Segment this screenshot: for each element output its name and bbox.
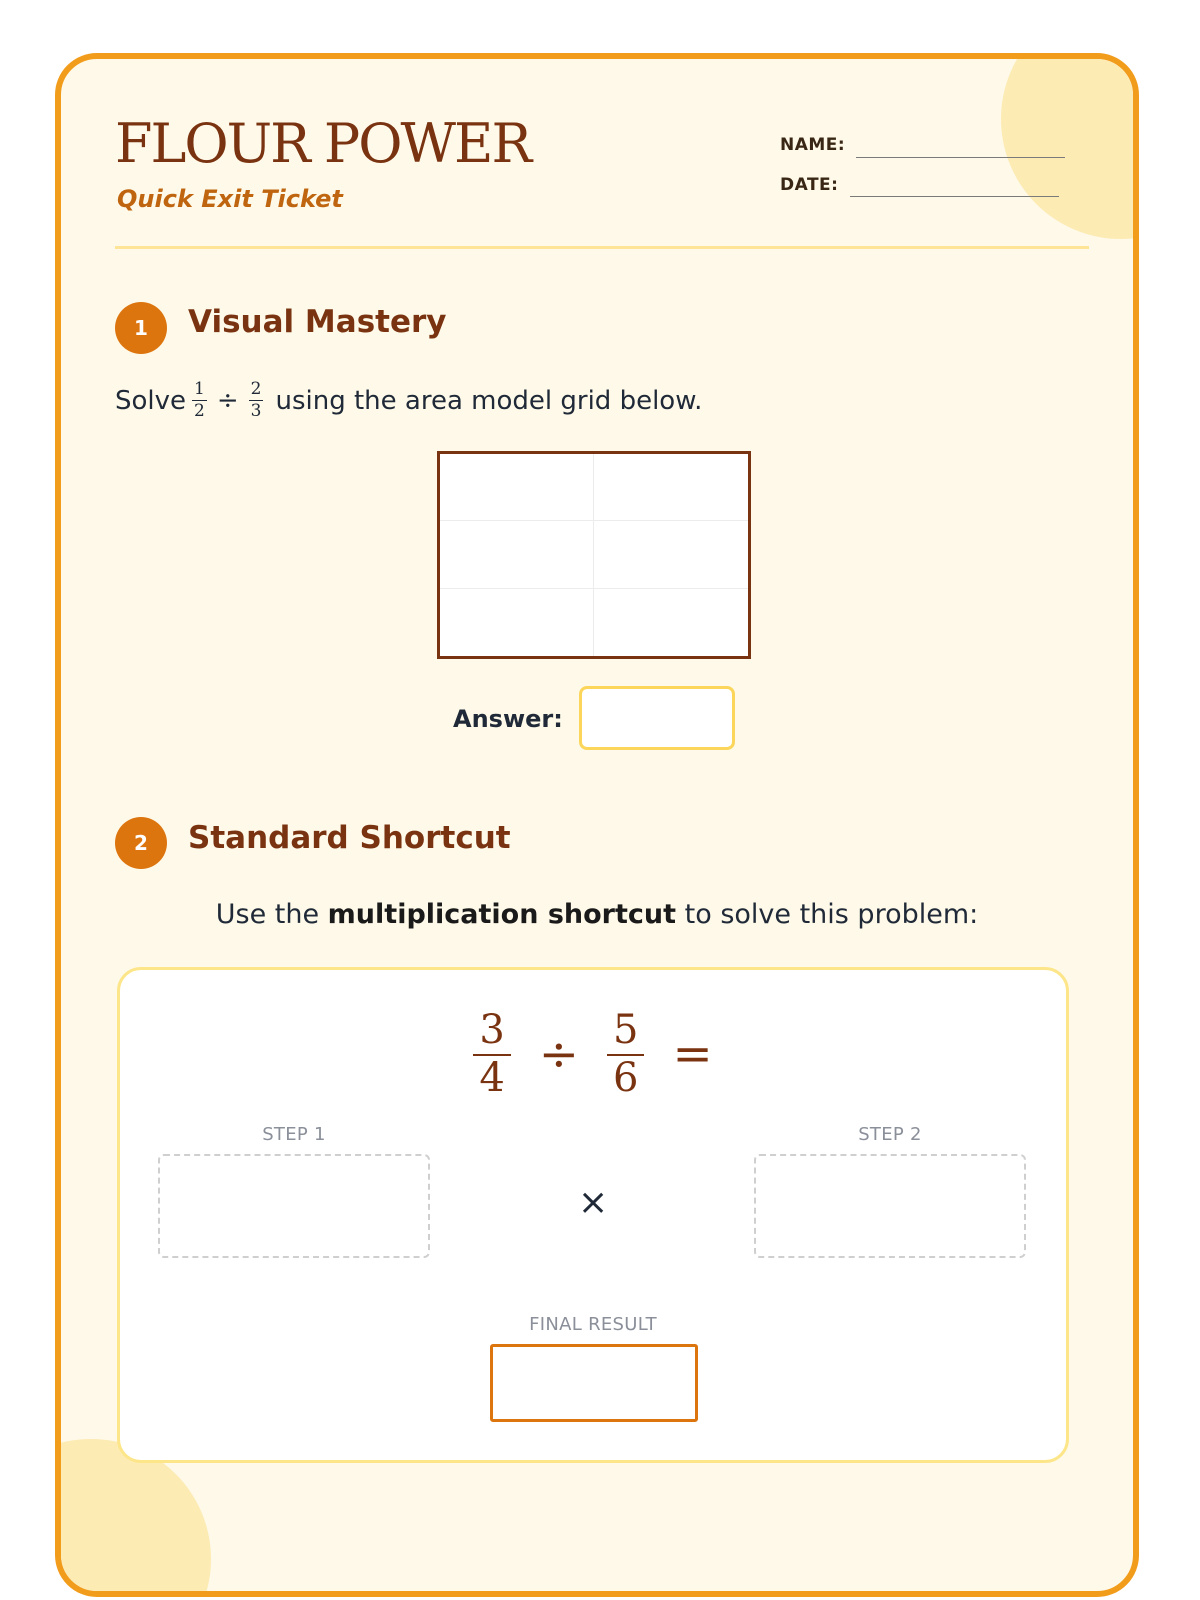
grid-row-line [440, 588, 748, 589]
division-equation [120, 1007, 1066, 1101]
step-2-box[interactable] [754, 1154, 1026, 1258]
prompt-emphasis: multiplication shortcut [327, 899, 677, 930]
section-2-badge: 2 [115, 817, 167, 869]
name-label: NAME: [780, 135, 846, 155]
step-1-box[interactable] [158, 1154, 430, 1258]
final-result-box[interactable] [490, 1344, 698, 1422]
grid-row-line [440, 520, 748, 521]
answer-input-box[interactable] [579, 686, 735, 750]
fraction-numerator: 3 [473, 1010, 510, 1056]
header-divider [115, 246, 1089, 249]
prompt-prefix: Solve [115, 385, 187, 416]
fraction-three-fourths [473, 1007, 510, 1101]
fraction-denominator: 2 [194, 401, 205, 421]
fraction-two-thirds [249, 381, 264, 420]
step-2-label: STEP 2 [858, 1124, 922, 1145]
fraction-one-half [192, 381, 207, 420]
fraction-five-sixths [607, 1007, 644, 1101]
answer-label: Answer: [453, 705, 563, 733]
exit-ticket-card [55, 53, 1139, 1597]
worksheet-title: FLOUR POWER [115, 112, 531, 175]
divide-operator: ÷ [538, 1026, 579, 1082]
area-model-grid[interactable] [437, 451, 751, 659]
final-result-label: FINAL RESULT [529, 1314, 657, 1335]
fraction-numerator: 2 [250, 379, 262, 399]
prompt-text-after: to solve this problem: [676, 899, 979, 930]
step-1-label: STEP 1 [262, 1124, 326, 1145]
section-1-badge: 1 [115, 302, 167, 354]
fraction-denominator: 6 [613, 1055, 639, 1101]
worksheet-subtitle: Quick Exit Ticket [117, 185, 343, 213]
prompt-text-before: Use the [215, 899, 328, 930]
fraction-denominator: 3 [250, 401, 262, 421]
divide-operator: ÷ [216, 385, 239, 416]
fraction-numerator: 5 [607, 1010, 644, 1056]
fraction-denominator: 4 [479, 1055, 505, 1101]
section-2-title: Standard Shortcut [188, 820, 511, 856]
equals-sign: = [672, 1026, 713, 1082]
shortcut-work-area [117, 967, 1069, 1463]
section-1-title: Visual Mastery [188, 304, 447, 340]
prompt-suffix: using the area model grid below. [275, 385, 703, 416]
section-2-prompt [61, 899, 1133, 930]
decorative-circle-top-right [1001, 53, 1139, 239]
fraction-numerator: 1 [194, 379, 205, 399]
name-field[interactable] [856, 157, 1065, 158]
date-label: DATE: [780, 175, 839, 195]
date-field[interactable] [850, 196, 1059, 197]
multiply-icon: × [578, 1182, 609, 1223]
section-1-prompt [115, 381, 702, 420]
grid-column-line [593, 454, 594, 656]
